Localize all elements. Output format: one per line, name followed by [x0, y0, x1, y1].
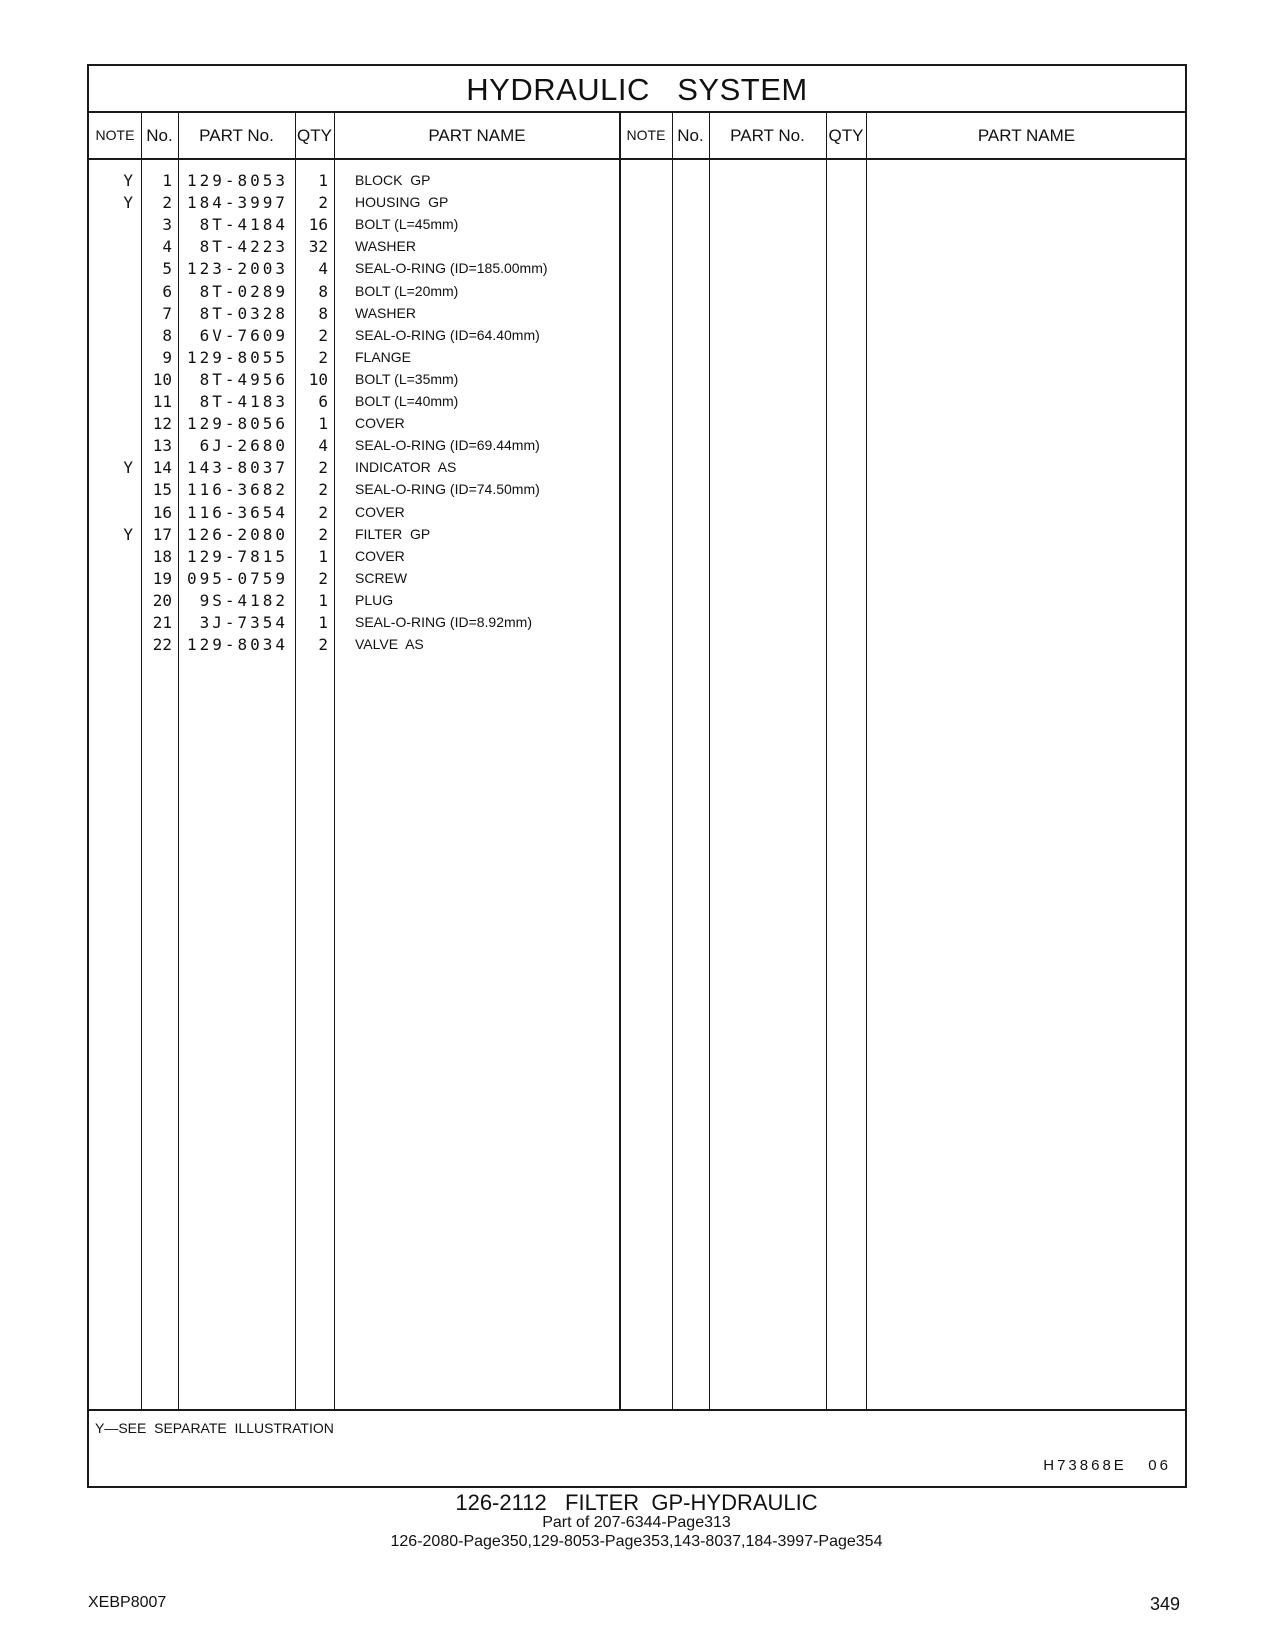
quantity: 1: [318, 590, 328, 610]
header-qty-left: QTY: [297, 126, 332, 145]
item-number: 4: [162, 237, 172, 257]
part-name: COVER: [355, 503, 405, 520]
table-row: [89, 324, 1185, 347]
page-number: 349: [1150, 1594, 1181, 1614]
quantity: 2: [318, 480, 328, 500]
table-row: [89, 523, 1185, 546]
part-number: 116-3654: [186, 502, 288, 522]
part-name: BLOCK GP: [355, 172, 431, 188]
header-part-name-right: PART NAME: [977, 126, 1076, 145]
item-number: 20: [152, 590, 172, 610]
quantity: 4: [318, 436, 328, 456]
quantity: 1: [318, 414, 328, 434]
part-note: Y: [123, 193, 133, 213]
part-note: [89, 213, 133, 236]
item-number: 14: [152, 458, 172, 478]
item-number: 12: [152, 414, 172, 434]
item-number: 18: [152, 546, 172, 566]
table-row: [89, 191, 1185, 214]
part-note: Y: [123, 524, 133, 544]
part-note: [89, 501, 133, 524]
item-number: 17: [152, 524, 172, 544]
table-row: [89, 213, 1185, 236]
item-number: 5: [162, 259, 172, 279]
table-row: [89, 235, 1185, 258]
part-note: [89, 589, 133, 612]
part-note: Y: [123, 171, 133, 190]
part-note: [89, 478, 133, 501]
quantity: 6: [318, 392, 328, 411]
part-number: 126-2080: [186, 524, 288, 544]
quantity: 2: [318, 635, 328, 655]
header-note-right: NOTE: [626, 127, 666, 143]
quantity: 8: [318, 281, 328, 301]
footer-divider: [89, 1409, 1185, 1411]
part-name: INDICATOR AS: [355, 459, 457, 476]
part-number: 6J-2680: [199, 436, 288, 456]
header-part-no-right: PART No.: [730, 126, 805, 145]
header-part-no-left: PART No.: [199, 126, 274, 145]
part-name: SEAL-O-RING (ID=74.50mm): [355, 481, 540, 498]
quantity: 1: [318, 613, 328, 632]
part-number: 8T-4183: [199, 392, 288, 411]
drawing-code: H73868E 06: [1043, 1457, 1171, 1474]
quantity: 2: [318, 524, 328, 544]
part-note: [89, 302, 133, 325]
part-number: 123-2003: [186, 259, 288, 279]
table-row: [89, 368, 1185, 391]
part-note: [89, 545, 133, 568]
quantity: 2: [318, 347, 328, 367]
part-name: BOLT (L=40mm): [355, 393, 459, 409]
part-note: [89, 434, 133, 457]
part-note: [89, 567, 133, 590]
document-id: XEBP8007: [88, 1594, 167, 1611]
table-row: [89, 545, 1185, 568]
quantity: 8: [318, 303, 328, 323]
part-number: 095-0759: [186, 568, 288, 588]
item-number: 9: [162, 347, 172, 367]
part-number: 129-8034: [186, 635, 288, 655]
part-name: WASHER: [355, 238, 416, 255]
table-row: [89, 280, 1185, 303]
part-name: SCREW: [355, 569, 408, 586]
table-row: [89, 257, 1185, 280]
table-row: [89, 589, 1185, 612]
part-name: SEAL-O-RING (ID=185.00mm): [355, 260, 548, 277]
table-row: [89, 633, 1185, 656]
part-note: [89, 368, 133, 391]
part-name: HOUSING GP: [355, 194, 449, 211]
part-number: 8T-0289: [199, 281, 288, 301]
item-number: 2: [162, 193, 172, 213]
part-name: WASHER: [355, 304, 416, 321]
part-note: [89, 280, 133, 303]
header-no-left: No.: [146, 126, 173, 145]
header-no-right: No.: [677, 126, 704, 145]
header-part-name-left: PART NAME: [428, 126, 526, 145]
table-row: [89, 412, 1185, 435]
part-number: 8T-4184: [199, 215, 288, 235]
assembly-parent-reference: Part of 207-6344-Page313: [542, 1514, 731, 1531]
table-row: [89, 611, 1185, 634]
part-number: 143-8037: [186, 458, 288, 478]
part-number: 116-3682: [186, 480, 288, 500]
part-number: 8T-0328: [199, 303, 288, 323]
part-name: BOLT (L=20mm): [355, 282, 459, 299]
part-number: 6V-7609: [199, 325, 288, 345]
quantity: 16: [308, 215, 328, 235]
part-note: [89, 412, 133, 435]
item-number: 16: [152, 502, 172, 522]
item-number: 15: [152, 480, 172, 500]
part-name: BOLT (L=45mm): [355, 216, 459, 233]
part-number: 129-7815: [186, 546, 288, 566]
quantity: 2: [318, 458, 328, 478]
quantity: 10: [308, 369, 328, 389]
table-row: [89, 456, 1185, 479]
part-number: 129-8053: [186, 171, 288, 190]
quantity: 2: [318, 325, 328, 345]
part-note: [89, 324, 133, 347]
part-number: 8T-4956: [199, 369, 288, 389]
part-note: [89, 633, 133, 656]
part-name: FILTER GP: [355, 525, 431, 542]
table-header: [89, 113, 1185, 160]
quantity: 2: [318, 502, 328, 522]
item-number: 22: [152, 635, 172, 655]
parts-list-frame: [87, 64, 1187, 1488]
part-name: BOLT (L=35mm): [355, 370, 459, 387]
part-number: 8T-4223: [199, 237, 288, 257]
table-row: [89, 169, 1185, 192]
part-number: 129-8056: [186, 414, 288, 434]
table-row: [89, 501, 1185, 524]
part-name: COVER: [355, 415, 405, 432]
part-note: [89, 257, 133, 280]
part-name: PLUG: [355, 591, 394, 608]
quantity: 4: [318, 259, 328, 279]
part-note: [89, 390, 133, 413]
item-number: 19: [152, 568, 172, 588]
item-number: 8: [162, 325, 172, 345]
note-legend: Y—SEE SEPARATE ILLUSTRATION: [95, 1420, 334, 1436]
table-row: [89, 567, 1185, 590]
item-number: 6: [162, 281, 172, 301]
item-number: 13: [152, 436, 172, 456]
item-number: 11: [152, 392, 172, 411]
table-row: [89, 346, 1185, 369]
part-number: 3J-7354: [199, 613, 288, 632]
quantity: 1: [318, 546, 328, 566]
table-row: [89, 434, 1185, 457]
table-row: [89, 302, 1185, 325]
part-number: 129-8055: [186, 347, 288, 367]
section-title: HYDRAULIC SYSTEM: [89, 66, 1185, 113]
table-row: [89, 390, 1185, 413]
part-name: SEAL-O-RING (ID=64.40mm): [355, 326, 540, 343]
quantity: 32: [308, 237, 328, 257]
part-note: [89, 235, 133, 258]
part-note: [89, 346, 133, 369]
item-number: 21: [152, 613, 172, 632]
part-note: [89, 611, 133, 634]
quantity: 2: [318, 193, 328, 213]
part-name: SEAL-O-RING (ID=8.92mm): [355, 614, 532, 630]
part-note: Y: [123, 458, 133, 478]
quantity: 1: [318, 171, 328, 190]
assembly-title: 126-2112 FILTER GP-HYDRAULIC: [455, 1490, 818, 1515]
quantity: 2: [318, 568, 328, 588]
assembly-page-references: 126-2080-Page350,129-8053-Page353,143-8037,184-3997-Page354: [390, 1533, 883, 1550]
item-number: 3: [162, 215, 172, 235]
header-qty-right: QTY: [828, 126, 864, 145]
part-number: 9S-4182: [199, 590, 288, 610]
table-row: [89, 478, 1185, 501]
item-number: 1: [162, 171, 172, 190]
part-number: 184-3997: [186, 193, 288, 213]
header-note-left: NOTE: [95, 127, 135, 143]
item-number: 10: [152, 369, 172, 389]
part-name: SEAL-O-RING (ID=69.44mm): [355, 437, 540, 454]
part-name: COVER: [355, 547, 405, 564]
part-name: VALVE AS: [355, 636, 424, 653]
part-name: FLANGE: [355, 348, 412, 365]
item-number: 7: [162, 303, 172, 323]
